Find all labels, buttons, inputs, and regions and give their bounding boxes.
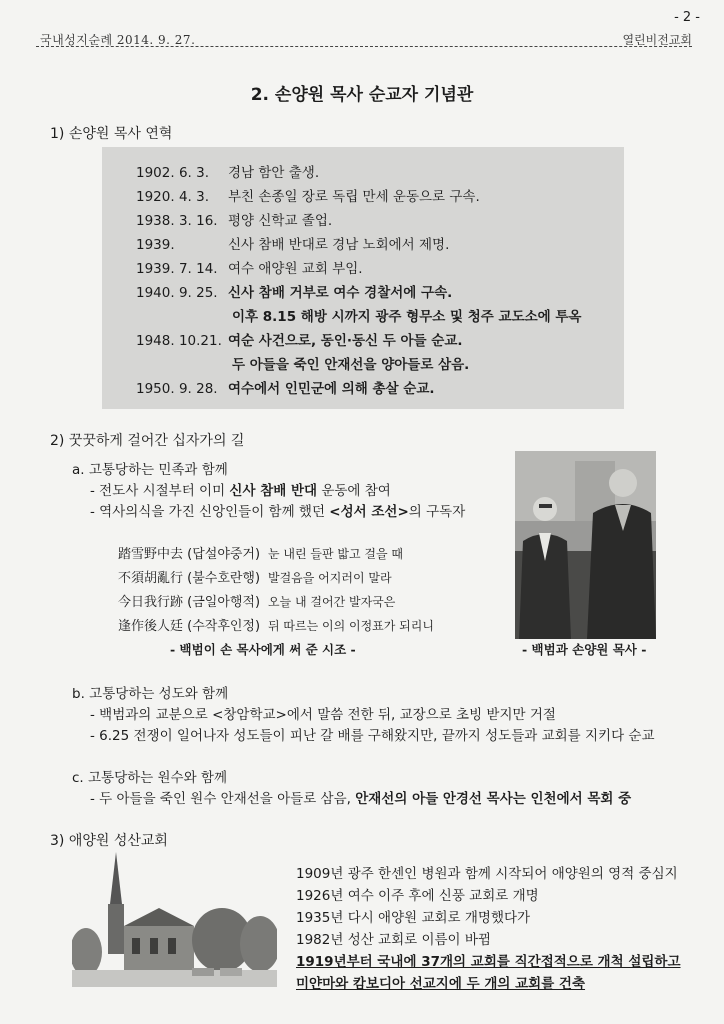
poem-meaning: 오늘 내 걸어간 발자국은 bbox=[268, 595, 396, 609]
poem-meaning: 발걸음을 어지러이 말라 bbox=[268, 571, 392, 585]
timeline-row bbox=[136, 209, 332, 229]
poem-line bbox=[118, 615, 434, 634]
page-number: - 2 - bbox=[674, 10, 700, 25]
poem-hanja: 今日我行跡 (금일아행적) bbox=[118, 595, 261, 610]
timeline-row bbox=[136, 233, 449, 253]
church-history-line: 1909년 광주 한센인 병원과 함께 시작되어 애양원의 영적 중심지 bbox=[296, 866, 678, 882]
timeline-continuation: 이후 8.15 해방 시까지 광주 형무소 및 청주 교도소에 투옥 bbox=[232, 309, 582, 325]
poem-line bbox=[118, 591, 395, 610]
timeline-continuation: 두 아들을 죽인 안재선을 양아들로 삼음. bbox=[232, 357, 470, 373]
photo-caption: - 백범과 손양원 목사 - bbox=[522, 642, 647, 657]
timeline-row bbox=[136, 161, 319, 181]
timeline-text: 부친 손종일 장로 독립 만세 운동으로 구속. bbox=[228, 189, 480, 205]
timeline-row bbox=[136, 257, 363, 277]
timeline-date: 1938. 3. 16. bbox=[136, 213, 218, 229]
portrait-photo bbox=[515, 451, 656, 639]
poem-line bbox=[118, 567, 392, 586]
bullet-a1-bold: 신사 참배 반대 bbox=[229, 483, 318, 499]
subsection-c-title: c. 고통당하는 원수와 함께 bbox=[72, 770, 227, 786]
timeline-text: 신사 참배 거부로 여수 경찰서에 구속. bbox=[228, 285, 453, 301]
poem-hanja: 逢作後人廷 (수작후인정) bbox=[118, 619, 261, 634]
timeline-date: 1939. 7. 14. bbox=[136, 261, 218, 277]
bullet-b1: - 백범과의 교분으로 <창암학교>에서 말씀 전한 뒤, 교장으로 초빙 받지만 거절 bbox=[90, 707, 556, 723]
header-event-date: 국내성지순례 2014. 9. 27. bbox=[40, 33, 196, 47]
church-history-line: 1926년 여수 이주 후에 신풍 교회로 개명 bbox=[296, 888, 539, 904]
poem-line bbox=[118, 543, 403, 562]
poem-meaning: 뒤 따르는 이의 이정표가 되리니 bbox=[268, 619, 434, 633]
timeline-date: 1902. 6. 3. bbox=[136, 165, 209, 181]
timeline-row bbox=[136, 281, 452, 301]
timeline-row bbox=[136, 185, 480, 205]
timeline-date: 1939. bbox=[136, 237, 175, 253]
bullet-a2-post: 의 구독자 bbox=[408, 504, 466, 520]
timeline-text: 여수에서 인민군에 의해 총살 순교. bbox=[228, 381, 435, 397]
church-history-line: 1982년 성산 교회로 이름이 바뀜 bbox=[296, 932, 491, 948]
header-divider bbox=[36, 46, 692, 47]
poem-meaning: 눈 내린 들판 밟고 걸을 때 bbox=[268, 547, 403, 561]
section2-heading: 2) 꿋꿋하게 걸어간 십자가의 길 bbox=[50, 433, 245, 449]
poem-caption: - 백범이 손 목사에게 써 준 시조 - bbox=[170, 642, 356, 657]
poem-hanja: 不須胡亂行 (불수호란행) bbox=[118, 571, 261, 586]
church-photo bbox=[72, 852, 277, 987]
timeline-text: 여수 애양원 교회 부임. bbox=[228, 261, 363, 277]
timeline-text: 신사 참배 반대로 경남 노회에서 제명. bbox=[228, 237, 450, 253]
timeline-row bbox=[136, 329, 463, 349]
bullet-a1-pre: - 전도사 시절부터 이미 bbox=[90, 483, 230, 499]
bullet-a1 bbox=[90, 479, 391, 499]
header-church-name: 열린비전교회 bbox=[622, 33, 692, 47]
bullet-c1-bold: 안재선의 아들 안경선 목사는 인천에서 목회 중 bbox=[355, 791, 632, 807]
timeline-date: 1920. 4. 3. bbox=[136, 189, 209, 205]
bullet-b2: - 6.25 전쟁이 일어나자 성도들이 피난 갈 배를 구해왔지만, 끝까지 성도들과 교회를 지키다 순교 bbox=[90, 728, 655, 744]
section1-heading: 1) 손양원 목사 연혁 bbox=[50, 126, 173, 142]
church-history-line: 1919년부터 국내에 37개의 교회를 직간접적으로 개척 설립하고 bbox=[296, 954, 681, 970]
timeline-text: 여순 사건으로, 동인·동신 두 아들 순교. bbox=[228, 333, 463, 349]
bullet-a1-post: 운동에 참여 bbox=[317, 483, 391, 499]
bullet-a2-bold: <성서 조선> bbox=[329, 504, 409, 520]
bullet-a2 bbox=[90, 500, 465, 520]
bullet-a2-pre: - 역사의식을 가진 신앙인들이 함께 했던 bbox=[90, 504, 330, 520]
church-history-line: 미얀마와 캄보디아 선교지에 두 개의 교회를 건축 bbox=[296, 976, 586, 992]
timeline-box bbox=[102, 147, 624, 409]
timeline-date: 1940. 9. 25. bbox=[136, 285, 218, 301]
timeline-row bbox=[136, 377, 435, 397]
bullet-c1 bbox=[90, 787, 631, 807]
timeline-text: 평양 신학교 졸업. bbox=[228, 213, 333, 229]
subsection-b-title: b. 고통당하는 성도와 함께 bbox=[72, 686, 229, 702]
timeline-date: 1950. 9. 28. bbox=[136, 381, 218, 397]
section3-heading: 3) 애양원 성산교회 bbox=[50, 833, 168, 849]
subsection-a-title: a. 고통당하는 민족과 함께 bbox=[72, 462, 228, 478]
timeline-text: 경남 함안 출생. bbox=[228, 165, 320, 181]
bullet-c1-pre: - 두 아들을 죽인 원수 안재선을 아들로 삼음, bbox=[90, 791, 356, 807]
page-title: 2. 손양원 목사 순교자 기념관 bbox=[250, 85, 474, 105]
church-history-line: 1935년 다시 애양원 교회로 개명했다가 bbox=[296, 910, 531, 926]
poem-hanja: 踏雪野中去 (답설야중거) bbox=[118, 547, 261, 562]
timeline-date: 1948. 10.21. bbox=[136, 333, 222, 349]
